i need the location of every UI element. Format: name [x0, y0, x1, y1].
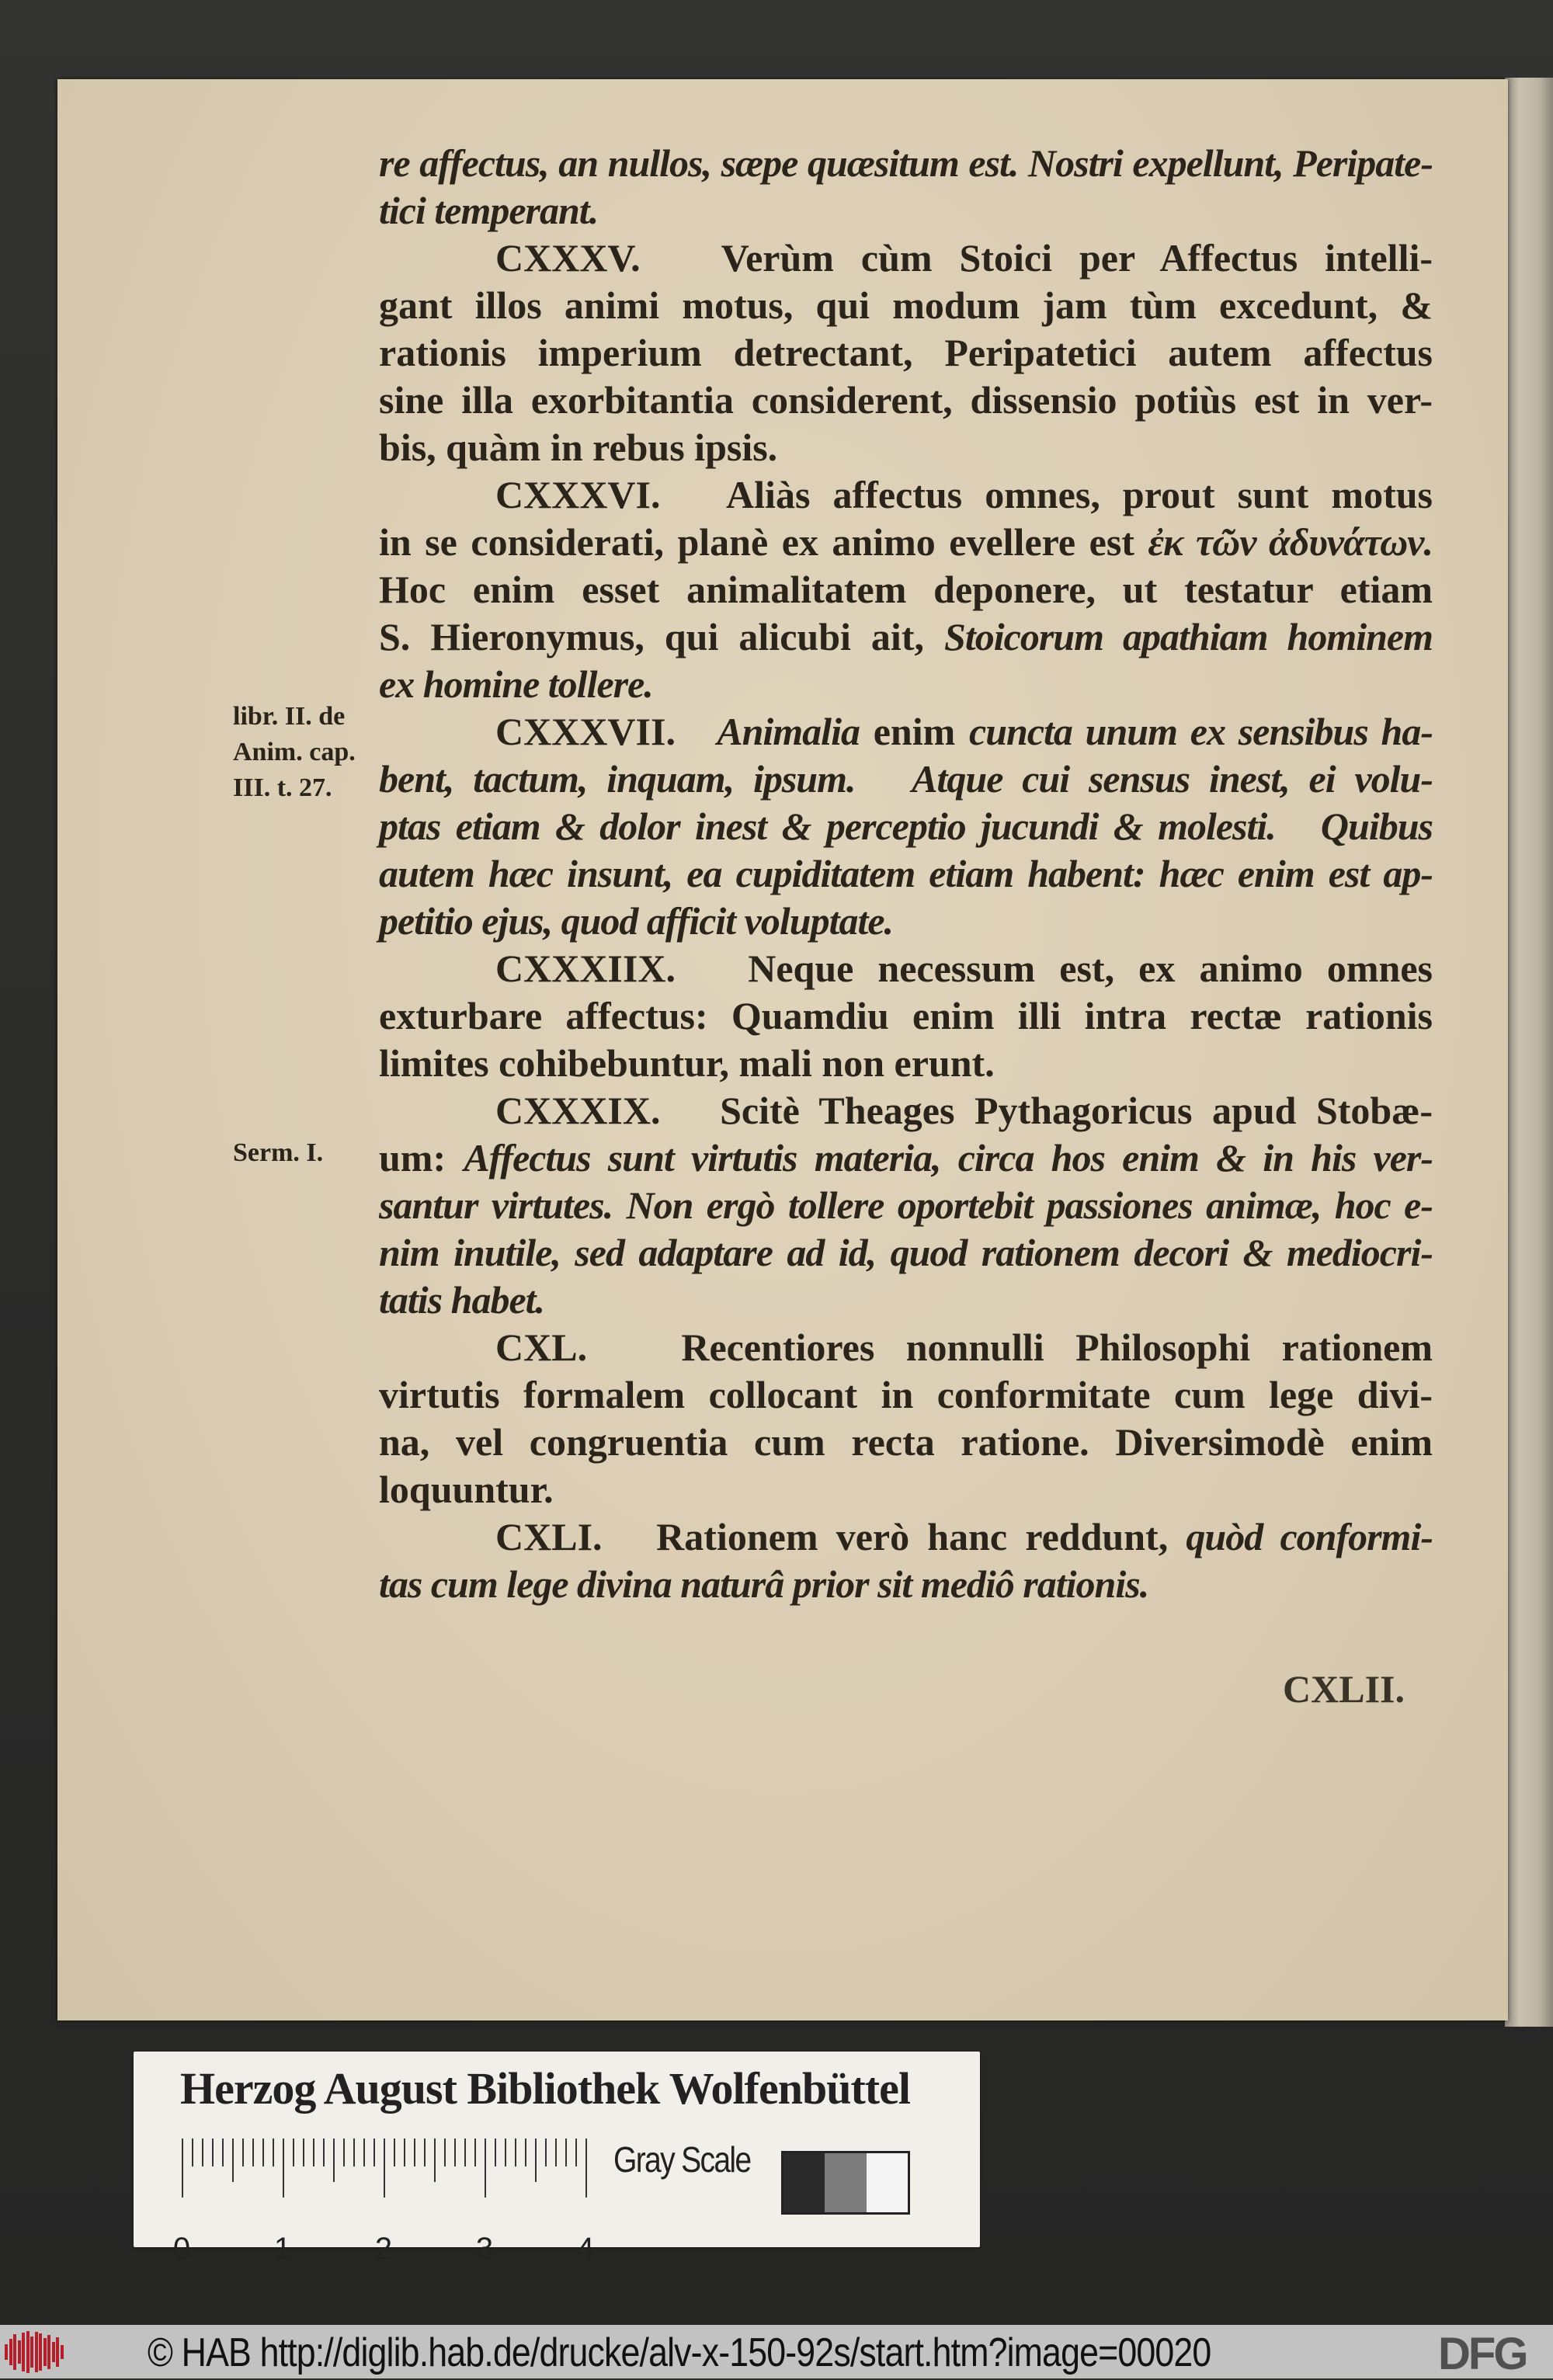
italic-text: cuncta unum ex sensibus ha-	[969, 710, 1433, 753]
ruler-tick	[262, 2139, 264, 2166]
roman-text: CXLI. Rationem verò hanc reddunt,	[495, 1515, 1186, 1558]
paragraph-heading-line	[495, 945, 1433, 992]
marginal-note-sermo: Serm. I.	[233, 1138, 324, 1167]
marginal-note-de-anima	[233, 699, 356, 806]
line-content	[495, 708, 1433, 756]
ruler-tick	[303, 2139, 304, 2166]
paragraph-heading-line	[495, 471, 1433, 519]
roman-text: Hoc enim esset animalitatem deponere, ut testatur etiam	[379, 568, 1433, 611]
logo-stripe	[13, 2334, 16, 2370]
roman-text: na, vel congruentia cum recta ratione. Diversimodè enim	[379, 1420, 1433, 1464]
ruler-tick	[585, 2139, 587, 2198]
ruler-tick	[343, 2139, 345, 2166]
paragraph-heading-line	[495, 708, 1433, 756]
italic-text: Stoicorum apathiam hominem	[944, 615, 1433, 658]
ruler-tick	[384, 2139, 385, 2198]
roman-text: S. Hieronymus, qui alicubi ait,	[379, 615, 945, 658]
logo-stripe	[56, 2337, 59, 2367]
italic-text: re affectus, an nullos, sæpe quæsitum est. Nostri expellunt, Peripate-	[379, 141, 1433, 185]
footer-bar	[0, 2325, 1553, 2378]
text-line	[379, 566, 1433, 613]
ruler	[172, 2139, 595, 2266]
swatch-gray	[825, 2153, 866, 2212]
italic-text: nim inutile, sed adaptare ad id, quod rationem decori & mediocri-	[379, 1231, 1433, 1274]
ruler-tick	[394, 2139, 395, 2166]
line-content	[379, 566, 1433, 613]
paragraph-heading-line	[495, 1324, 1433, 1371]
gray-scale-swatches	[781, 2151, 910, 2215]
ruler-number: 1	[273, 2232, 292, 2266]
line-content	[379, 1229, 1433, 1277]
roman-text: enim	[859, 710, 970, 753]
italic-text: autem hæc insunt, ea cupiditatem etiam habent: hæc enim est ap-	[379, 852, 1433, 895]
dfg-logo: DFG	[1438, 2329, 1527, 2379]
text-line	[379, 1466, 1433, 1513]
ruler-number: 0	[172, 2232, 191, 2266]
footer-copyright-link[interactable]: © HAB http://diglib.hab.de/drucke/alv-x-150-92s/start.htm?image=00020	[148, 2330, 1211, 2375]
ruler-tick	[535, 2139, 537, 2182]
text-line	[379, 850, 1433, 898]
italic-text: tatis habet.	[379, 1278, 545, 1322]
swatch-black	[783, 2153, 825, 2212]
ruler-tick	[565, 2139, 567, 2166]
roman-text: bis, quàm in rebus ipsis.	[379, 426, 778, 469]
line-content	[379, 140, 1433, 187]
logo-stripe	[9, 2339, 12, 2365]
roman-text: exturbare affectus: Quamdiu enim illi intra rectæ rationis	[379, 994, 1433, 1037]
text-line	[379, 1561, 1433, 1608]
ruler-tick	[434, 2139, 436, 2182]
text-line	[379, 756, 1433, 803]
marginal-note-line: Anim. cap.	[233, 738, 356, 766]
line-content	[379, 661, 653, 708]
ruler-tick	[202, 2139, 203, 2166]
text-line	[379, 140, 1433, 187]
roman-text: gant illos animi motus, qui modum jam tùm excedunt, &	[379, 283, 1433, 327]
text-line	[379, 282, 1433, 329]
line-content	[379, 282, 1433, 329]
ruler-tick	[444, 2139, 446, 2166]
ruler-tick	[182, 2139, 183, 2198]
roman-text: virtutis formalem collocant in conformitate cum lege divi-	[379, 1373, 1433, 1416]
text-line	[379, 1419, 1433, 1466]
logo-stripe	[35, 2332, 38, 2372]
ruler-number: 3	[475, 2232, 494, 2266]
line-content	[379, 187, 598, 235]
line-content	[495, 235, 1433, 282]
line-content	[379, 756, 1433, 803]
marginal-note-line: III. t. 27.	[233, 773, 332, 802]
logo-stripe	[43, 2338, 47, 2366]
logo-stripe	[47, 2335, 50, 2369]
marginal-note-line: libr. II. de	[233, 702, 346, 731]
gray-scale-label: Gray Scale	[613, 2139, 751, 2180]
roman-text: um:	[379, 1136, 464, 1180]
ruler-tick	[545, 2139, 547, 2166]
roman-text: in se considerati, planè ex animo evellere est	[379, 520, 1148, 564]
logo-stripe	[5, 2344, 8, 2360]
roman-text: CXXXIIX. Neque necessum est, ex animo omnes	[495, 947, 1433, 990]
italic-text: bent, tactum, inquam, ipsum. Atque cui sensus inest, ei volu-	[379, 757, 1433, 801]
ruler-tick	[283, 2139, 284, 2198]
line-content	[379, 803, 1433, 850]
line-content	[379, 850, 1433, 898]
text-line	[379, 187, 1433, 235]
text-line	[379, 377, 1433, 424]
ruler-tick	[505, 2139, 506, 2166]
roman-text: CXXXV. Verùm cùm Stoici per Affectus intelli-	[495, 236, 1433, 280]
text-line	[379, 1134, 1433, 1182]
line-content	[379, 1277, 544, 1324]
ruler-tick	[242, 2139, 244, 2166]
ruler-tick	[485, 2139, 486, 2198]
roman-text: CXL. Recentiores nonnulli Philosophi rationem	[495, 1326, 1433, 1369]
roman-text: CXXXVI. Aliàs affectus omnes, prout sunt motus	[495, 473, 1433, 516]
ruler-tick	[515, 2139, 516, 2166]
text-line	[379, 1371, 1433, 1419]
roman-text: rationis imperium detrectant, Peripatetici autem affectus	[379, 331, 1433, 374]
ruler-tick	[464, 2139, 466, 2166]
line-content	[379, 1182, 1433, 1229]
line-content	[495, 945, 1433, 992]
color-calibration-card	[134, 2052, 980, 2266]
next-page-edge	[1505, 78, 1553, 2027]
hab-logo-icon	[5, 2331, 65, 2373]
text-line	[379, 1277, 1433, 1324]
logo-stripe	[26, 2331, 30, 2373]
ruler-tick	[273, 2139, 274, 2166]
line-content	[379, 1466, 554, 1513]
ruler-number: 4	[576, 2232, 595, 2266]
line-content	[379, 519, 1433, 566]
line-content	[379, 613, 1433, 661]
text-line	[379, 424, 1433, 471]
text-line	[379, 329, 1433, 377]
logo-stripe	[52, 2342, 55, 2362]
roman-text: CXXXIX. Scitè Theages Pythagoricus apud Stobæ-	[495, 1089, 1433, 1132]
ruler-tick	[252, 2139, 254, 2166]
line-content	[379, 1134, 1433, 1182]
swatch-white	[867, 2153, 908, 2212]
paragraph-heading-line	[495, 235, 1433, 282]
logo-stripe	[22, 2333, 25, 2371]
ruler-tick	[424, 2139, 426, 2166]
italic-text: quòd conformi-	[1186, 1515, 1433, 1558]
paragraph-heading-line	[495, 1513, 1433, 1561]
line-content	[379, 329, 1433, 377]
ruler-tick	[222, 2139, 224, 2166]
line-content	[379, 377, 1433, 424]
line-content	[379, 1371, 1433, 1419]
text-line	[379, 898, 1433, 945]
ruler-tick	[293, 2139, 294, 2166]
ruler-tick	[404, 2139, 405, 2166]
ruler-tick	[353, 2139, 355, 2166]
italic-text: tici temperant.	[379, 189, 599, 232]
line-content	[379, 898, 893, 945]
roman-text: CXXXVII.	[495, 710, 717, 753]
text-line	[379, 992, 1433, 1040]
ruler-tick	[474, 2139, 476, 2166]
ruler-tick	[313, 2139, 314, 2166]
ruler-tick	[495, 2139, 496, 2166]
text-line	[379, 1182, 1433, 1229]
line-content	[379, 1561, 1148, 1608]
ruler-tick	[363, 2139, 365, 2166]
line-content	[495, 1324, 1433, 1371]
logo-stripe	[18, 2340, 21, 2364]
line-content	[495, 1087, 1433, 1134]
italic-text: santur virtutes. Non ergò tollere oportebit passiones animæ, hoc e-	[379, 1183, 1433, 1227]
line-content	[379, 1040, 995, 1087]
ruler-tick	[212, 2139, 214, 2166]
line-content	[495, 471, 1433, 519]
ruler-number: 2	[374, 2232, 393, 2266]
roman-text: limites cohibebuntur, mali non erunt.	[379, 1041, 995, 1085]
ruler-tick	[232, 2139, 234, 2182]
italic-text: ptas etiam & dolor inest & perceptio jucundi & molesti. Quibus	[379, 804, 1433, 848]
paragraph-heading-line	[495, 1087, 1433, 1134]
ruler-tick	[192, 2139, 193, 2166]
text-line	[379, 803, 1433, 850]
ruler-tick	[414, 2139, 415, 2166]
text-line	[379, 519, 1433, 566]
logo-stripe	[39, 2333, 42, 2371]
ruler-tick	[575, 2139, 577, 2166]
text-line	[379, 661, 1433, 708]
text-line	[379, 1229, 1433, 1277]
italic-text: ἐκ τῶν ἀδυνάτων.	[1148, 520, 1433, 564]
roman-text: loquuntur.	[379, 1468, 554, 1511]
ruler-tick	[525, 2139, 526, 2166]
line-content	[379, 1419, 1433, 1466]
italic-text: Affectus sunt virtutis materia, circa hos enim & in his ver-	[464, 1136, 1433, 1180]
card-title: Herzog August Bibliothek Wolfenbüttel	[180, 2063, 910, 2114]
logo-stripe	[30, 2337, 33, 2368]
italic-text: petitio ejus, quod afficit voluptate.	[379, 899, 894, 943]
ruler-tick	[323, 2139, 325, 2166]
logo-stripe	[61, 2345, 64, 2359]
text-line	[379, 1040, 1433, 1087]
text-line	[379, 613, 1433, 661]
line-content	[495, 1513, 1433, 1561]
catchword: CXLII.	[1283, 1667, 1405, 1711]
ruler-tick	[373, 2139, 375, 2166]
line-content	[379, 992, 1433, 1040]
ruler-tick	[555, 2139, 557, 2166]
italic-text: tas cum lege divina naturâ prior sit mediô rationis.	[379, 1562, 1149, 1606]
italic-text: ex homine tollere.	[379, 662, 653, 706]
line-content	[379, 424, 777, 471]
italic-text: Animalia	[717, 710, 860, 753]
roman-text: sine illa exorbitantia considerent, dissensio potiùs est in ver-	[379, 378, 1433, 422]
ruler-tick	[454, 2139, 456, 2166]
ruler-tick	[333, 2139, 335, 2182]
